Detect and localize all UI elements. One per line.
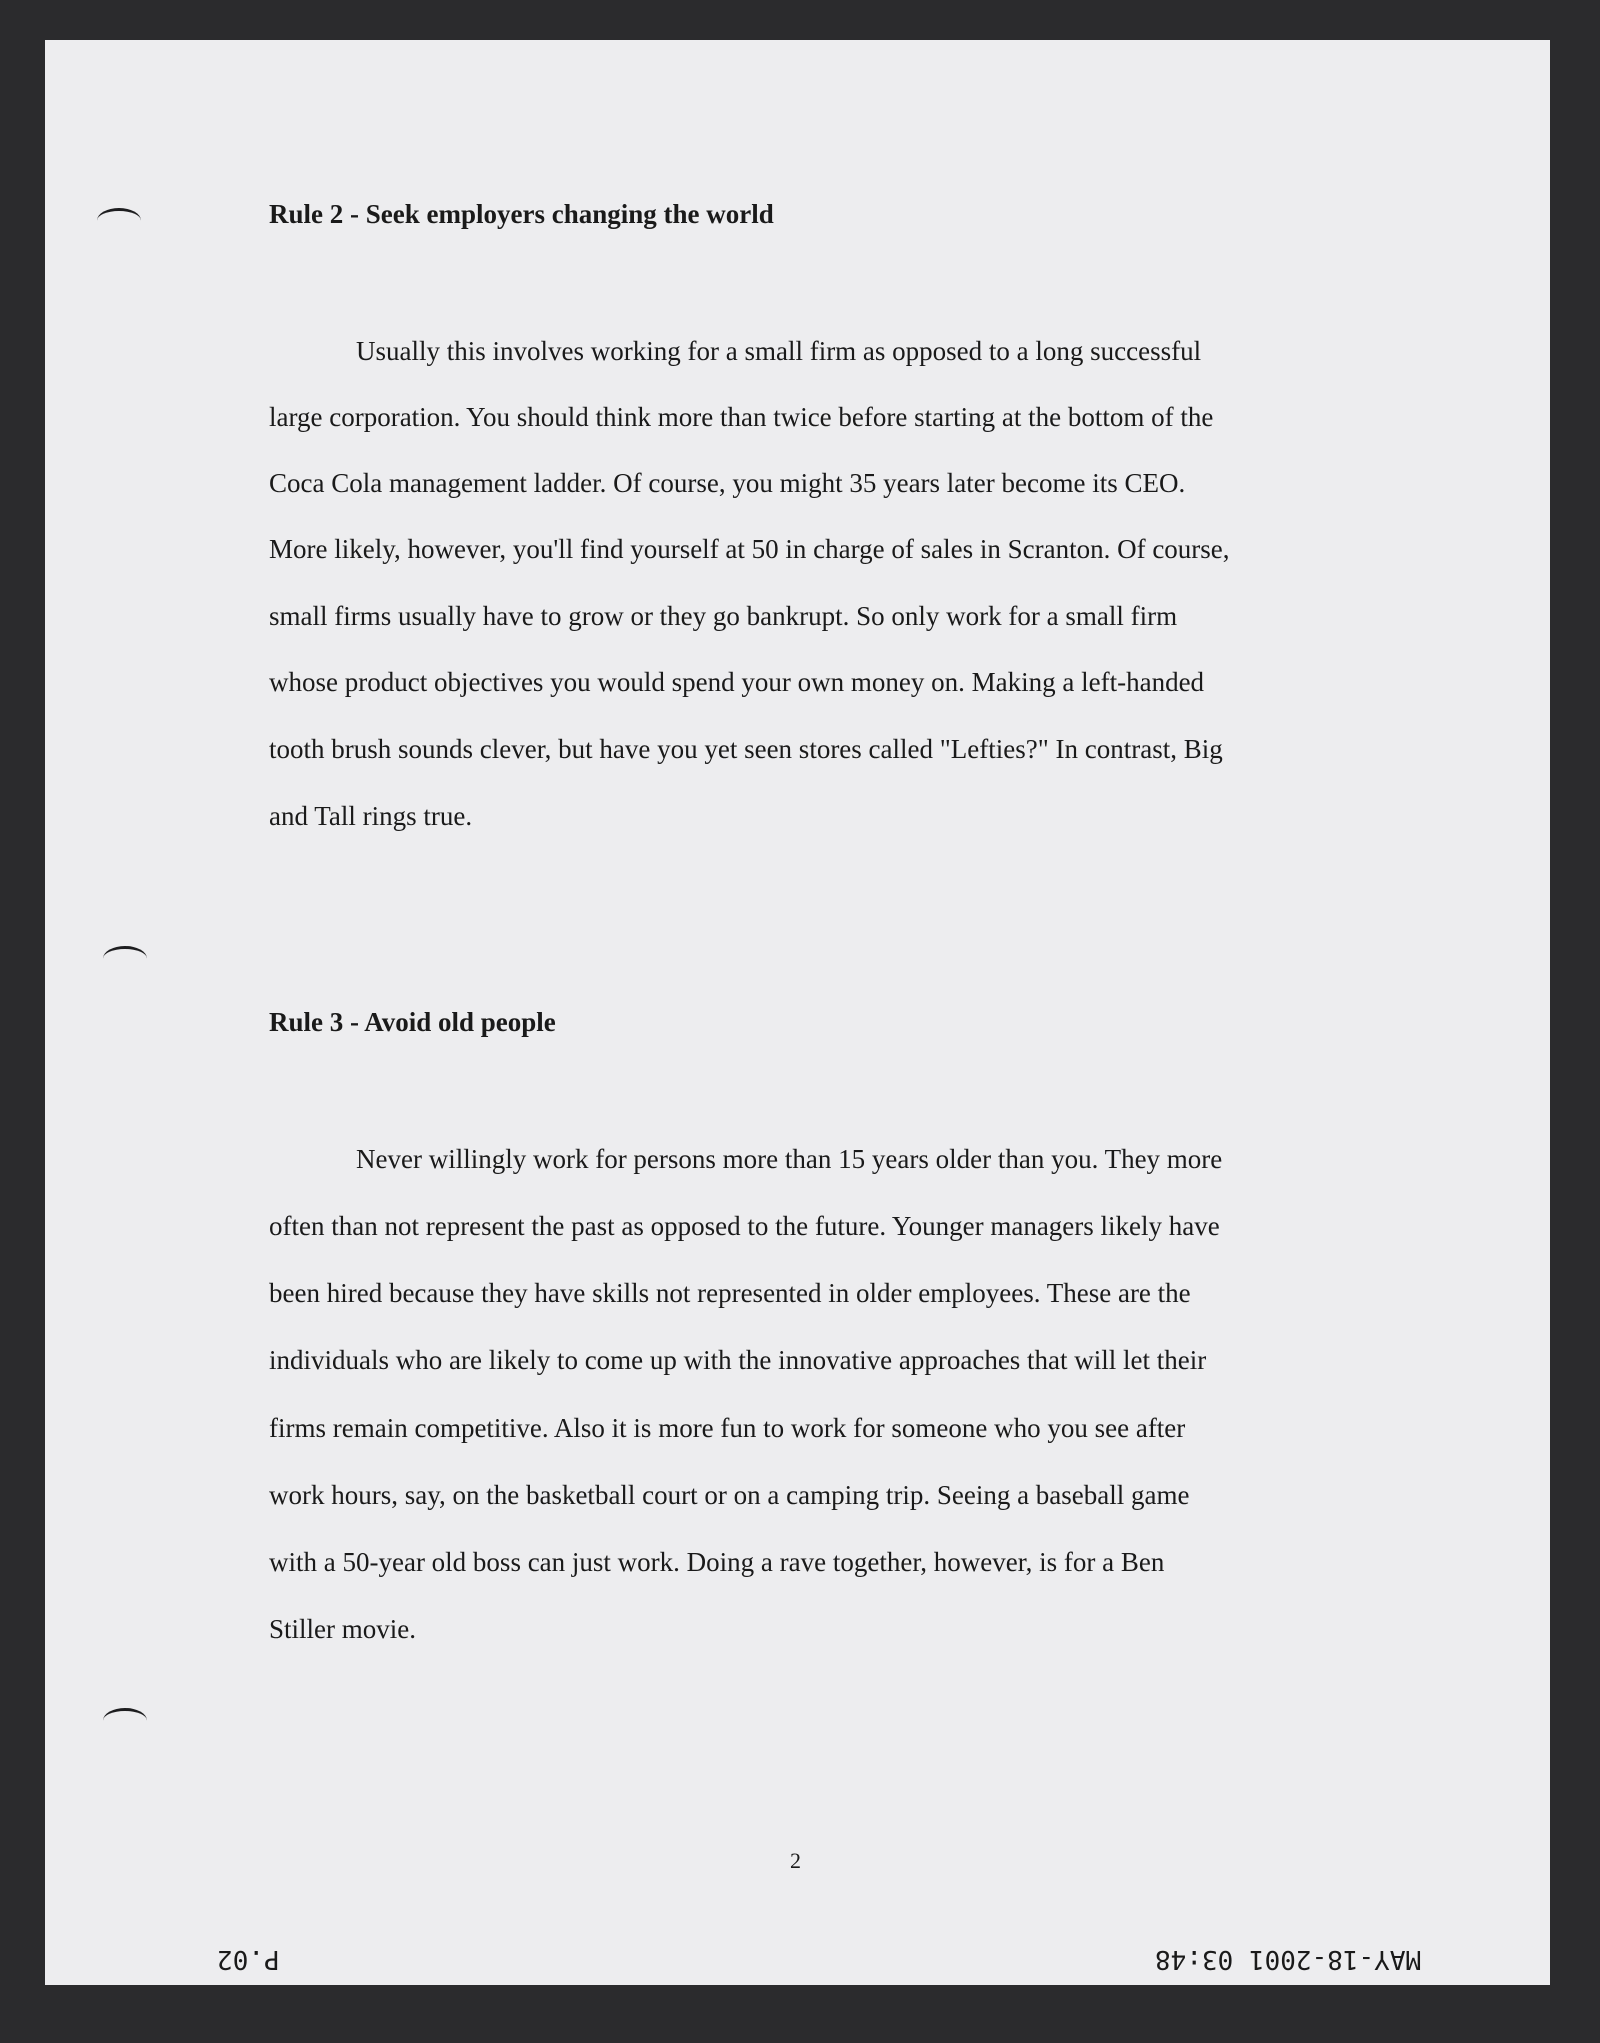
rule-3-paragraph-line: Stiller movie.: [269, 1614, 416, 1644]
rule-3-paragraph-line: with a 50-year old boss can just work. Doing a rave together, however, is for a Ben: [269, 1547, 1165, 1577]
rule-2-paragraph-line: large corporation. You should think more than twice before starting at the bottom of the: [269, 402, 1214, 432]
punch-hole-mark-middle: [103, 946, 147, 971]
rule-2-heading: Rule 2 - Seek employers changing the world: [269, 199, 774, 229]
rule-2-paragraph-line: More likely, however, you'll find yourself at 50 in charge of sales in Scranton. Of course,: [269, 534, 1230, 564]
rule-2-paragraph-line: Usually this involves working for a small firm as opposed to a long successful: [356, 336, 1202, 366]
rule-2-paragraph-line: Coca Cola management ladder. Of course, you might 35 years later become its CEO.: [269, 468, 1186, 498]
rule-2-paragraph-line: tooth brush sounds clever, but have you yet seen stores called "Lefties?" In contrast, Big: [269, 734, 1223, 764]
document-page: [45, 40, 1550, 1985]
rule-2-paragraph-line: small firms usually have to grow or they go bankrupt. So only work for a small firm: [269, 601, 1178, 631]
page-number: 2: [790, 1848, 801, 1873]
rule-3-paragraph-line: firms remain competitive. Also it is more fun to work for someone who you see after: [269, 1413, 1186, 1443]
punch-hole-mark-top: [97, 208, 141, 233]
rule-3-paragraph-line: work hours, say, on the basketball court or on a camping trip. Seeing a baseball game: [269, 1480, 1190, 1510]
rule-3-paragraph-line: Never willingly work for persons more than 15 years older than you. They more: [356, 1144, 1223, 1174]
fax-header-datetime: MAY-18-2001 03:48: [1155, 1944, 1422, 1974]
rule-3-paragraph-line: often than not represent the past as opposed to the future. Younger managers likely have: [269, 1211, 1220, 1241]
punch-hole-mark-bottom: [103, 1708, 147, 1733]
rule-3-heading: Rule 3 - Avoid old people: [269, 1007, 556, 1037]
fax-header-page: P.02: [217, 1944, 280, 1974]
rule-3-paragraph-line: been hired because they have skills not represented in older employees. These are the: [269, 1278, 1191, 1308]
rule-2-paragraph-line: whose product objectives you would spend your own money on. Making a left-handed: [269, 667, 1205, 697]
rule-2-paragraph-line: and Tall rings true.: [269, 801, 473, 831]
rule-3-paragraph-line: individuals who are likely to come up with the innovative approaches that will let their: [269, 1345, 1207, 1375]
